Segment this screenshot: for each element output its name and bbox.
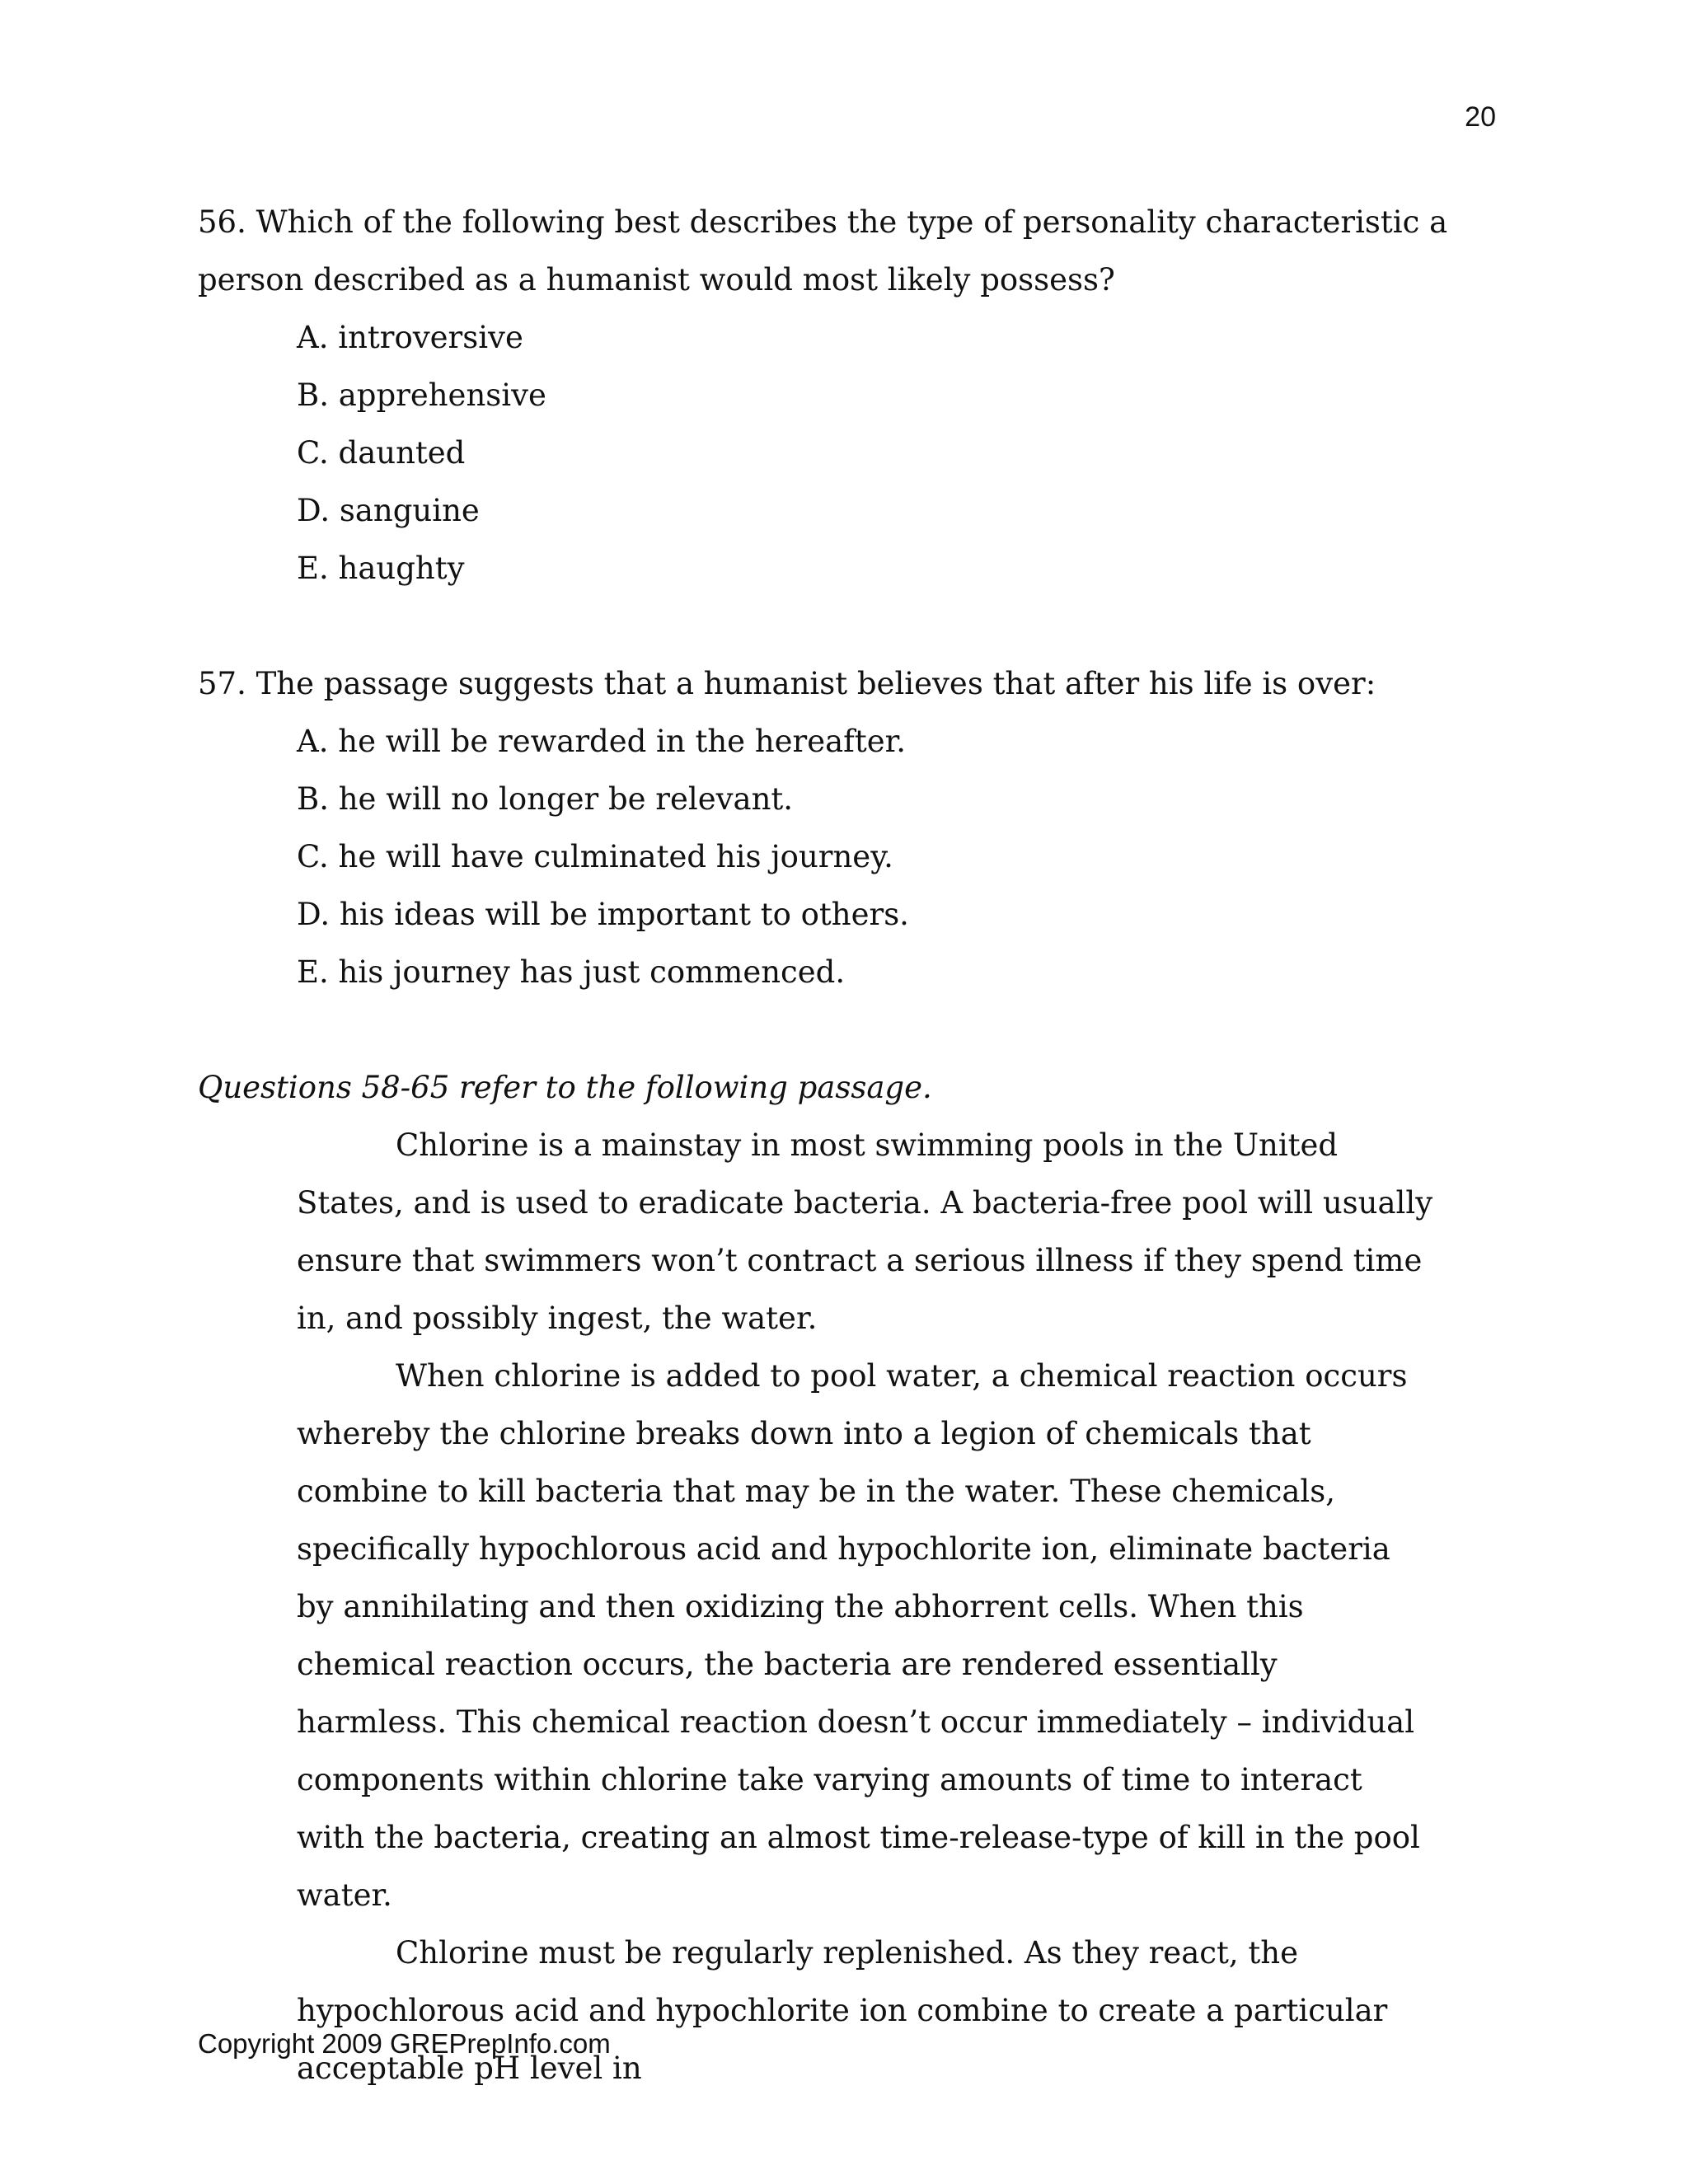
- passage: [198, 1117, 1434, 2097]
- spacer: [198, 1001, 1500, 1059]
- question-text: 56. Which of the following best describes the type of personality characteristic a person described as a humanist would most likely possess?: [198, 204, 1448, 298]
- answer-option: E. his journey has just commenced.: [297, 954, 846, 990]
- page-number: 20: [1465, 101, 1496, 133]
- answer-option: A. he will be rewarded in the hereafter.: [297, 724, 907, 759]
- answer-option: B. apprehensive: [297, 377, 546, 413]
- passage-paragraph: Chlorine must be regularly replenished. As they react, the hypochlorous acid and hypochlorite ion combine to create a particular acceptable pH level in: [297, 1935, 1388, 2086]
- question-56: [198, 194, 1500, 598]
- answer-options: [198, 713, 1500, 1001]
- answer-option: A. introversive: [297, 320, 523, 355]
- spacer: [198, 598, 1500, 655]
- copyright-footer: Copyright 2009 GREPrepInfo.com: [198, 2028, 611, 2059]
- answer-option: D. his ideas will be important to others.: [297, 897, 909, 932]
- page-content: [198, 194, 1500, 2097]
- question-57: [198, 655, 1500, 1001]
- passage-intro: Questions 58-65 refer to the following passage.: [198, 1070, 932, 1105]
- answer-options: [198, 309, 1500, 598]
- answer-option: B. he will no longer be relevant.: [297, 781, 794, 817]
- question-text: 57. The passage suggests that a humanist believes that after his life is over:: [198, 666, 1376, 701]
- answer-option: E. haughty: [297, 551, 465, 586]
- passage-paragraph: Chlorine is a mainstay in most swimming pools in the United States, and is used to eradicate bacteria. A bacteria-free pool will usually ensure that swimmers won’t contract a serious illness if they spend time in, and possibly ingest, the water.: [297, 1127, 1433, 1336]
- answer-option: D. sanguine: [297, 493, 480, 528]
- passage-paragraph: When chlorine is added to pool water, a chemical reaction occurs whereby the chlorine breaks down into a legion of chemicals that combine to kill bacteria that may be in the water. These chemicals, specifically hypochlorous acid and hypochlorite ion, eliminate bacteria by annihilating and then oxidizing the abhorrent cells. When this chemical reaction occurs, the bacteria are rendered essentially harmless. This chemical reaction doesn’t occur immediately – individual components within chlorine take varying amounts of time to interact with the bacteria, creating an almost time-release-type of kill in the pool water.: [297, 1358, 1420, 1913]
- answer-option: C. he will have culminated his journey.: [297, 839, 893, 874]
- answer-option: C. daunted: [297, 435, 466, 471]
